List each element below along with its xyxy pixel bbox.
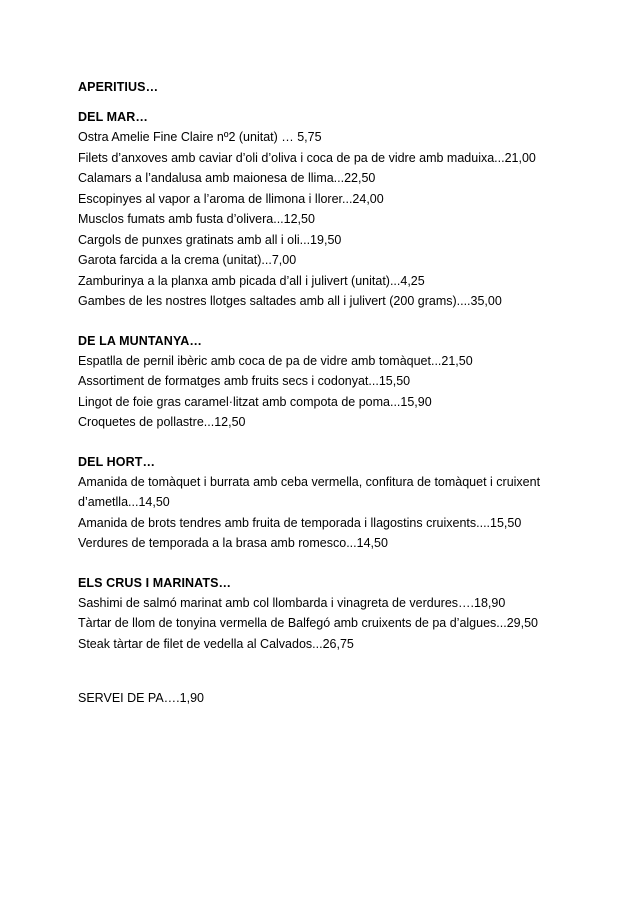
menu-item: Croquetes de pollastre...12,50 bbox=[78, 415, 246, 429]
bread-service-line: SERVEI DE PA….1,90 bbox=[78, 691, 204, 705]
menu-item: Zamburinya a la planxa amb picada d’all i julivert (unitat)...4,25 bbox=[78, 273, 425, 288]
section-heading: DE LA MUNTANYA… bbox=[78, 333, 202, 348]
menu-item: Musclos fumats amb fusta d’olivera...12,50 bbox=[78, 212, 315, 226]
menu-item: Garota farcida a la crema (unitat)...7,00 bbox=[78, 253, 297, 267]
menu-item: Cargols de punxes gratinats amb all i oli...19,50 bbox=[78, 232, 342, 247]
menu-page bbox=[78, 77, 618, 673]
section-del-hort bbox=[78, 452, 618, 554]
section-heading: ELS CRUS I MARINATS… bbox=[78, 575, 232, 590]
menu-title: APERITIUS… bbox=[78, 80, 159, 94]
menu-item: Ostra Amelie Fine Claire nº2 (unitat) … 5,75 bbox=[78, 130, 322, 144]
menu-item: Amanida de brots tendres amb fruita de temporada i llagostins cruixents....15,50 bbox=[78, 515, 522, 530]
section-els-crus-i-marinats bbox=[78, 573, 618, 655]
menu-item: Gambes de les nostres llotges saltades amb all i julivert (200 grams)....35,00 bbox=[78, 294, 502, 308]
menu-item: Tàrtar de llom de tonyina vermella de Balfegó amb cruixents de pa d’algues...29,50 bbox=[78, 616, 538, 630]
menu-item: Filets d’anxoves amb caviar d’oli d’oliva i coca de pa de vidre amb maduixa...21,00 bbox=[78, 150, 536, 165]
menu-item: Lingot de foie gras caramel·litzat amb compota de poma...15,90 bbox=[78, 394, 432, 409]
section-heading: DEL MAR… bbox=[78, 110, 149, 124]
menu-item: Amanida de tomàquet i burrata amb ceba vermella, confitura de tomàquet i cruixent d’ametlla...14,50 bbox=[78, 474, 541, 509]
menu-item: Sashimi de salmó marinat amb col llombarda i vinagreta de verdures….18,90 bbox=[78, 595, 506, 610]
section-de-la-muntanya bbox=[78, 331, 618, 433]
section-del-mar bbox=[78, 107, 618, 312]
menu-item: Verdures de temporada a la brasa amb romesco...14,50 bbox=[78, 536, 388, 550]
menu-item: Espatlla de pernil ibèric amb coca de pa de vidre amb tomàquet...21,50 bbox=[78, 353, 473, 368]
menu-item: Escopinyes al vapor a l’aroma de llimona i llorer...24,00 bbox=[78, 191, 384, 206]
menu-item: Steak tàrtar de filet de vedella al Calvados...26,75 bbox=[78, 636, 354, 651]
menu-item: Calamars a l’andalusa amb maionesa de llima...22,50 bbox=[78, 171, 376, 185]
section-heading: DEL HORT… bbox=[78, 454, 156, 469]
menu-item: Assortiment de formatges amb fruits secs i codonyat...15,50 bbox=[78, 374, 411, 388]
